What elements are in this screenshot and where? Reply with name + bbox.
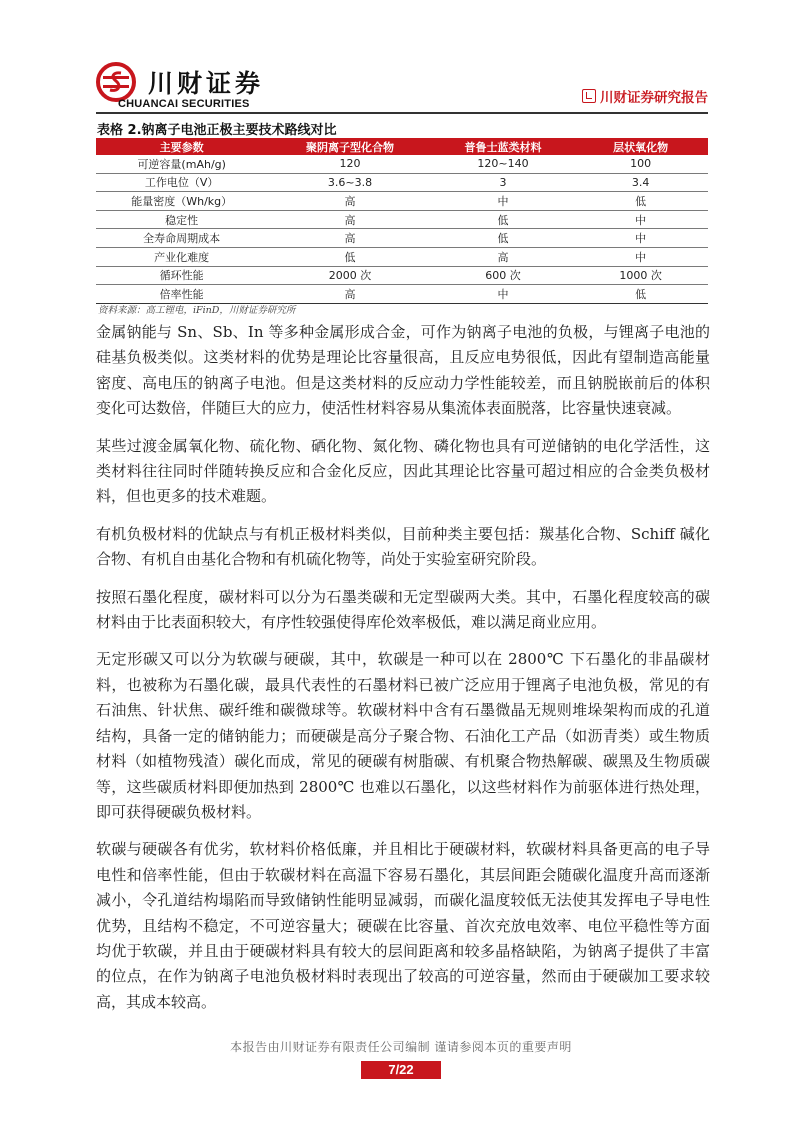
table-cell: 中 — [433, 192, 574, 211]
table-cell: 中 — [573, 247, 708, 266]
table-cell: 100 — [573, 155, 708, 173]
table-cell: 高 — [267, 229, 432, 248]
table-source-note: 资料来源：高工锂电，iFinD，川财证券研究所 — [98, 305, 296, 316]
table-cell: 能量密度（Wh/kg） — [96, 192, 267, 211]
report-tag-label: 川财证券研究报告 — [600, 90, 708, 106]
table-cell: 低 — [573, 285, 708, 304]
column-header: 普鲁士蓝类材料 — [433, 138, 574, 155]
page-header — [96, 60, 708, 112]
table-header-row — [96, 138, 708, 155]
table-row — [96, 266, 708, 285]
table-cell: 稳定性 — [96, 210, 267, 229]
table-cell: 3.6~3.8 — [267, 173, 432, 192]
paragraph: 软碳与硬碳各有优劣，软材料价格低廉，并且相比于硬碳材料，软碳材料具备更高的电子导电性和倍率性能，但由于软碳材料在高温下容易石墨化，其层间距会随碳化温度升高而逐渐减小，令孔道结构塌陷而导致储钠性能明显减弱，而碳化温度较低无法使其发挥电子导电性优势，且结构不稳定，不可逆容量大；硬碳在比容量、首次充放电效率、电位平稳性等方面均优于软碳，并且由于硬碳材料具有较大的层间距离和较多晶格缺陷，为钠离子提供了丰富的位点，在作为钠离子电池负极材料时表现出了较高的可逆容量，然而由于硬碳加工要求较高，其成本较高。 — [96, 840, 710, 1011]
header-divider — [96, 112, 708, 114]
table-cell: 高 — [433, 247, 574, 266]
table-cell: 循环性能 — [96, 266, 267, 285]
table-cell: 全寿命周期成本 — [96, 229, 267, 248]
table-cell: 3.4 — [573, 173, 708, 192]
chuancai-logo-icon — [96, 62, 136, 102]
table-row — [96, 173, 708, 192]
paragraph: 无定形碳又可以分为软碳与硬碳，其中，软碳是一种可以在 2800℃ 下石墨化的非晶碳材料，也被称为石墨化碳，最具代表性的石墨材料已被广泛应用于锂离子电池负极，常见的有石油焦、针状焦、碳纤维和碳微球等。软碳材料中含有石墨微晶无规则堆垛架构而成的孔道结构，具备一定的储钠能力；而硬碳是高分子聚合物、石油化工产品（如沥青类）或生物质材料（如植物残渣）碳化而成，常见的硬碳有树脂碳、有机聚合物热解碳、碳黑及生物质碳等，这些碳质材料即便加热到 2800℃ 也难以石墨化，以这些材料作为前驱体进行热处理，即可获得硬碳负极材料。 — [96, 650, 710, 821]
table-cell: 倍率性能 — [96, 285, 267, 304]
table-cell: 600 次 — [433, 266, 574, 285]
column-header: 主要参数 — [96, 138, 267, 155]
report-tag — [582, 86, 708, 106]
table-title: 表格 2.钠离子电池正极主要技术路线对比 — [97, 123, 337, 138]
table-cell: 2000 次 — [267, 266, 432, 285]
table-row — [96, 210, 708, 229]
table-cell: 120 — [267, 155, 432, 173]
page-number: 7/22 — [361, 1061, 441, 1079]
table-cell: 高 — [267, 210, 432, 229]
table-cell: 中 — [573, 229, 708, 248]
table-cell: 产业化难度 — [96, 247, 267, 266]
table-cell: 低 — [267, 247, 432, 266]
table-cell: 1000 次 — [573, 266, 708, 285]
table-row — [96, 285, 708, 304]
table-cell: 低 — [433, 210, 574, 229]
logo-english-name: CHUANCAI SECURITIES — [118, 98, 250, 110]
table-cell: 高 — [267, 192, 432, 211]
table-cell: 高 — [267, 285, 432, 304]
footer-disclaimer: 本报告由川财证券有限责任公司编制 谨请参阅本页的重要声明 — [230, 1040, 572, 1054]
table-cell: 工作电位（V） — [96, 173, 267, 192]
table-row — [96, 229, 708, 248]
column-header: 聚阴离子型化合物 — [267, 138, 432, 155]
paragraph: 金属钠能与 Sn、Sb、In 等多种金属形成合金，可作为钠离子电池的负极，与锂离子电池的硅基负极类似。这类材料的优势是理论比容量很高，且反应电势很低，因此有望制造高能量密度、高电压的钠离子电池。但是这类材料的反应动力学性能较差，而且钠脱嵌前后的体积变化可达数倍，伴随巨大的应力，使活性材料容易从集流体表面脱落，比容量快速衰减。 — [96, 323, 710, 418]
table-cell: 低 — [573, 192, 708, 211]
table-cell: 中 — [433, 285, 574, 304]
paragraph: 按照石墨化程度，碳材料可以分为石墨类碳和无定型碳两大类。其中，石墨化程度较高的碳材料由于比表面积较大，有序性较强使得库伦效率极低，难以满足商业应用。 — [96, 587, 710, 632]
table-cell: 中 — [573, 210, 708, 229]
body-text — [96, 320, 710, 1027]
comparison-table — [96, 138, 708, 304]
column-header: 层状氧化物 — [573, 138, 708, 155]
table-cell: 3 — [433, 173, 574, 192]
table-cell: 可逆容量(mAh/g) — [96, 155, 267, 173]
paragraph: 某些过渡金属氧化物、硫化物、硒化物、氮化物、磷化物也具有可逆储钠的电化学活性，这类材料往往同时伴随转换反应和合金化反应，因此其理论比容量可超过相应的合金类负极材料，但也更多的技术难题。 — [96, 436, 710, 506]
table-cell: 120~140 — [433, 155, 574, 173]
logo-chinese-name: 川财证券 — [148, 69, 265, 98]
table-cell: 低 — [433, 229, 574, 248]
table-row — [96, 192, 708, 211]
report-icon — [582, 89, 596, 103]
table-row — [96, 247, 708, 266]
table-row — [96, 155, 708, 173]
paragraph: 有机负极材料的优缺点与有机正极材料类似，目前种类主要包括：羰基化合物、Schiff 碱化合物、有机自由基化合物和有机硫化物等，尚处于实验室研究阶段。 — [96, 524, 710, 569]
